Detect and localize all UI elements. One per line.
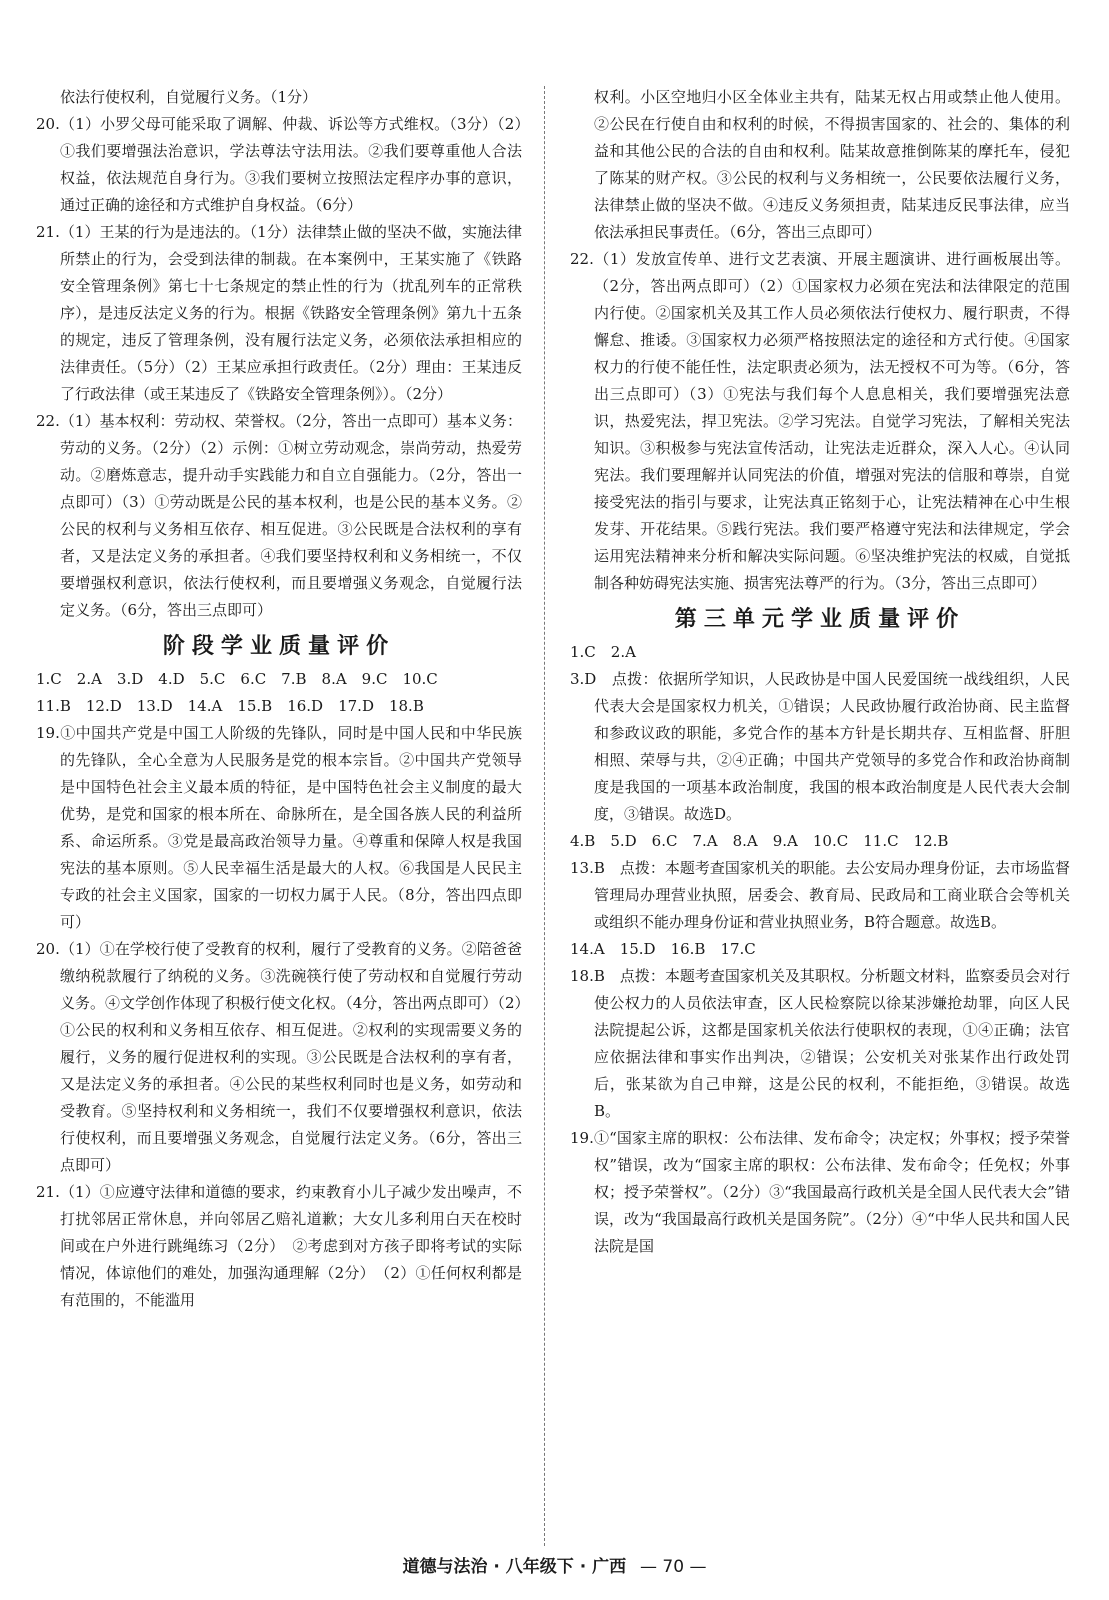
choice-answers-row-2: 11.B 12.D 13.D 14.A 15.B 16.D 17.D 18.B [36,697,424,715]
answer-21: 21.（1）王某的行为是违法的。（1分）法律禁止做的坚决不做，实施法律所禁止的行为，会受到法律的制裁。在本案例中，王某实施了《铁路安全管理条例》第七十七条规定的禁止性的行为（扰乱列车的正常秩序），是违反法定义务的行为。根据《铁路安全管理条例》第九十五条的规定，违反了管理条例，没有履行法定义务，必须依法承担相应的法律责任。（5分）（2）王某应承担行政责任。（2分）理由：王某违反了行政法律（或王某违反了《铁路安全管理条例》）。（2分） [36,223,522,403]
page-footer [0,1552,1109,1577]
right-column [570,84,1070,1260]
answer-22: 22.（1）基本权利：劳动权、荣誉权。（2分，答出一点即可）基本义务：劳动的义务。（2分）（2）示例：①树立劳动观念，崇尚劳动，热爱劳动。②磨炼意志，提升动手实践能力和自立自强能力。（2分，答出一点即可）（3）①劳动既是公民的基本权利，也是公民的基本义务。②公民的权利与义务相互依存、相互促进。③公民既是合法权利的享有者，又是法定义务的承担者。④我们要坚持权利和义务相统一，不仅要增强权利意识，依法行使权利，而且要增强义务观念，自觉履行法定义务。（6分，答出三点即可） [36,412,522,619]
stage-answer-21: 21.（1）①应遵守法律和道德的要求，约束教育小儿子减少发出噪声，不打扰邻居正常休息，并向邻居乙赔礼道歉；大女儿多利用白天在校时间或在户外进行跳绳练习（2分） ②考虑到对方孩子即将考试的实际情况，体谅他们的难处，加强沟通理解（2分） （2）①任何权利都是有范围的，不能滥用 [36,1183,522,1309]
section-title-stage-evaluation: 阶段学业质量评价 [162,633,396,659]
choice-answers-row-3: 14.A 15.D 16.B 17.C [570,940,756,958]
stage-answer-19: 19.①中国共产党是中国工人阶级的先锋队，同时是中国人民和中华民族的先锋队，全心全意为人民服务是党的根本宗旨。②中国共产党领导是中国特色社会主义最本质的特征，是中国特色社会主义制度的最大优势，是党和国家的根本所在、命脉所在，是全国各族人民的利益所系、命运所系。③党是最高政治领导力量。④尊重和保障人权是我国宪法的基本原则。⑤人民幸福生活是最大的人权。⑥我国是人民民主专政的社会主义国家，国家的一切权力属于人民。（8分，答出四点即可） [36,724,522,931]
page-number: — 70 — [640,1557,707,1577]
left-column [36,84,522,1314]
unit-answer-3: 3.D 点拨：依据所学知识，人民政协是中国人民爱国统一战线组织，人民代表大会是国家权力机关，①错误；人民政协履行政治协商、民主监督和参政议政的职能，多党合作的基本方针是长期共存、互相监督、肝胆相照、荣辱与共，②④正确；中国共产党领导的多党合作和政治协商制度是我国的一项基本政治制度，我国的根本政治制度是人民代表大会制度，③错误。故选D。 [570,670,1070,823]
stage-answer-20: 20.（1）①在学校行使了受教育的权利，履行了受教育的义务。②陪爸爸缴纳税款履行了纳税的义务。③洗碗筷行使了劳动权和自觉履行劳动义务。④文学创作体现了积极行使文化权。（4分，答出两点即可）（2）①公民的权利和义务相互依存、相互促进。②权利的实现需要义务的履行，义务的履行促进权利的实现。③公民既是合法权利的享有者，又是法定义务的承担者。④公民的某些权利同时也是义务，如劳动和受教育。⑤坚持权利和义务相统一，我们不仅要增强权利意识，依法行使权利，而且要增强义务观念，自觉履行法定义务。（6分，答出三点即可） [36,940,522,1174]
footer-label: 道德与法治 · 八年级下 · 广西 [402,1557,627,1577]
continued-answer: 权利。小区空地归小区全体业主共有，陆某无权占用或禁止他人使用。②公民在行使自由和权利的时候，不得损害国家的、社会的、集体的利益和其他公民的合法的自由和权利。陆某故意推倒陈某的摩托车，侵犯了陈某的财产权。③公民的权利与义务相统一，公民要依法履行义务，法律禁止做的坚决不做。④违反义务须担责，陆某违反民事法律，应当依法承担民事责任。（6分，答出三点即可） [594,88,1070,241]
answer-20: 20.（1）小罗父母可能采取了调解、仲裁、诉讼等方式维权。（3分）（2）①我们要增强法治意识，学法尊法守法用法。②我们要尊重他人合法权益，依法规范自身行为。③我们要树立按照法定程序办事的意识，通过正确的途径和方式维护自身权益。（6分） [36,115,522,214]
column-divider [544,86,545,1546]
answer-22: 22.（1）发放宣传单、进行文艺表演、开展主题演讲、进行画板展出等。（2分，答出两点即可）（2）①国家权力必须在宪法和法律限定的范围内行使。②国家机关及其工作人员必须依法行使权力、履行职责，不得懈怠、推诿。③国家权力必须严格按照法定的途径和方式行使。④国家权力的行使不能任性，法定职责必须为，法无授权不可为等。（6分，答出三点即可）（3）①宪法与我们每个人息息相关，我们要增强宪法意识，热爱宪法，捍卫宪法。②学习宪法。自觉学习宪法，了解相关宪法知识。③积极参与宪法宣传活动，让宪法走近群众，深入人心。④认同宪法。我们要理解并认同宪法的价值，增强对宪法的信服和尊崇，自觉接受宪法的指引与要求，让宪法真正铭刻于心，让宪法精神在心中生根发芽、开花结果。⑤践行宪法。我们要严格遵守宪法和法律规定，学会运用宪法精神来分析和解决实际问题。⑥坚决维护宪法的权威，自觉抵制各种妨碍宪法实施、损害宪法尊严的行为。（3分，答出三点即可） [570,250,1070,592]
unit-answer-19: 19.①“国家主席的职权：公布法律、发布命令；决定权；外事权；授予荣誉权”错误，改为“国家主席的职权：公布法律、发布命令；任免权；外事权；授予荣誉权”。（2分）③“我国最高行政机关是全国人民代表大会”错误，改为“我国最高行政机关是国务院”。（2分）④“中华人民共和国人民法院是国 [570,1129,1070,1255]
choice-answers-row-1: 1.C 2.A [570,643,636,661]
choice-answers-row-1: 1.C 2.A 3.D 4.D 5.C 6.C 7.B 8.A 9.C 10.C [36,670,438,688]
continued-answer: 依法行使权利，自觉履行义务。（1分） [60,88,318,106]
unit-answer-13: 13.B 点拨：本题考查国家机关的职能。去公安局办理身份证，去市场监督管理局办理营业执照，居委会、教育局、民政局和工商业联合会等机关或组织不能办理身份证和营业执照业务，B符合题意。故选B。 [570,859,1070,931]
unit-answer-18: 18.B 点拨：本题考查国家机关及其职权。分析题文材料，监察委员会对行使公权力的人员依法审查，区人民检察院以徐某涉嫌抢劫罪，向区人民法院提起公诉，这都是国家机关依法行使职权的表现，①④正确；法官应依据法律和事实作出判决，②错误；公安机关对张某作出行政处罚后，张某欲为自己申辩，这是公民的权利，不能拒绝，③错误。故选B。 [570,967,1070,1120]
choice-answers-row-2: 4.B 5.D 6.C 7.A 8.A 9.A 10.C 11.C 12.B [570,832,949,850]
section-title-unit-three: 第三单元学业质量评价 [674,606,966,632]
